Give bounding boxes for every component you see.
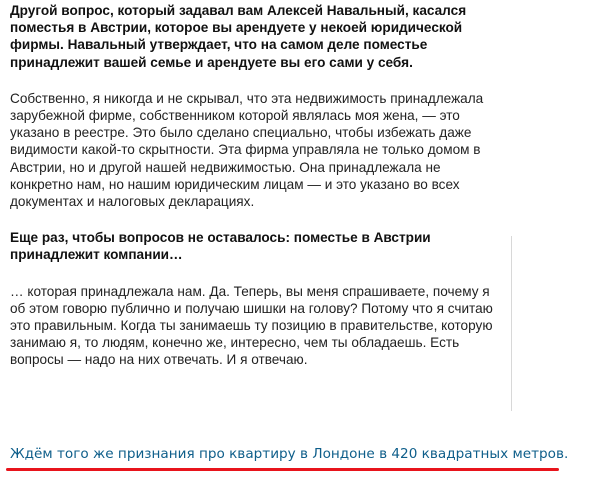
caption-red-underline [6, 468, 559, 471]
interview-answer-1: Собственно, я никогда и не скрывал, что эта недвижимость принадлежала зарубежной фирме, собственником которой являлась моя жена, — это указано в реестре. Это было сделано специально, чтобы избежать даже видимости какой-то скрытности. Эта фирма управляла не только домом в Австрии, но и другой нашей недвижимостью. Она принадлежала не конкретно нам, но нашим юридическим лицам — и это указано во всех документах и налоговых декларациях. [10, 90, 484, 210]
interview-question-1: Другой вопрос, который задавал вам Алексей Навальный, касался поместья в Австрии, которое вы арендуете у некоей юридической фирмы. Навальный утверждает, что на самом деле поместье принадлежит вашей семье и арендуете вы его сами у себя. [10, 3, 467, 70]
column-divider [511, 236, 512, 411]
interview-question-2: Еще раз, чтобы вопросов не оставалось: поместье в Австрии принадлежит компании… [10, 230, 431, 263]
interview-answer-2: … которая принадлежала нам. Да. Теперь, вы меня спрашиваете, почему я об этом говорю публично и получаю шишки на голову? Потому что я считаю это правильным. Когда ты занимаешь ту позицию в правительстве, которую занимаю я, то людям, конечно же, интересно, чем ты обладаешь. Есть вопросы — надо на них отвечать. И я отвечаю. [10, 283, 493, 368]
annotation-caption: Ждём того же признания про квартиру в Лондоне в 420 квадратных метров. [10, 446, 569, 462]
interview-article [10, 2, 500, 369]
